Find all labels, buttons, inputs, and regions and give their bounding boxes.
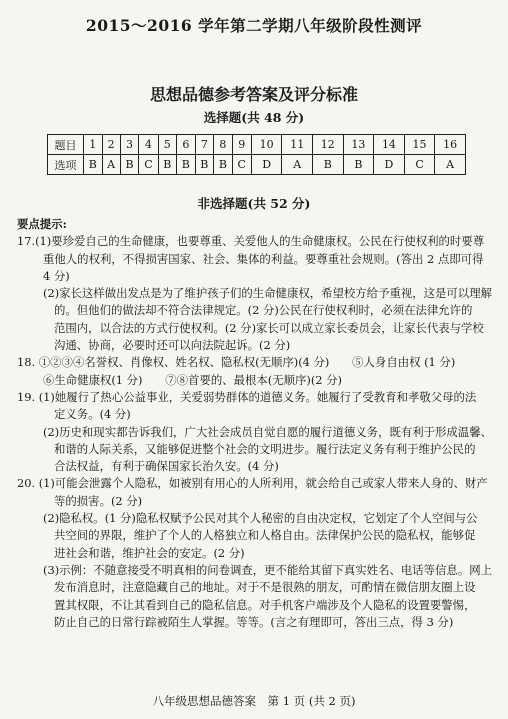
- question-number-row: [48, 135, 466, 155]
- page-footer: 八年级思想品德答案 第 1 页 (共 2 页): [152, 694, 356, 708]
- answer-option-row: [48, 155, 466, 175]
- answer-cell: B: [214, 155, 233, 175]
- q17-part2-line3: 范围内，以合法的方式行使权利。(2 分)家长可以成立家长委员会，让家长代表与学校: [54, 320, 484, 335]
- page-title: 2015～2016 学年第二学期八年级阶段性测评: [85, 16, 423, 35]
- answer-key-table: [47, 134, 466, 175]
- question-number-cell: 4: [139, 135, 158, 155]
- answer-body: [17, 216, 495, 631]
- answer-cell: B: [343, 155, 374, 175]
- q17-part1-line2: 重他人的权利，不得损害国家、社会、集体的利益。要尊重社会规则。(答出 2 点即可得: [43, 251, 484, 266]
- answer-cell: D: [251, 155, 282, 175]
- q17-part1-line1: 17.(1)要珍爱自己的生命健康，也要尊重、关爱他人的生命健康权。公民在行使权利的时要尊: [17, 234, 485, 249]
- q20-part2-line3: 进社会和谐，维护社会的安定。(2 分): [54, 545, 245, 560]
- q17-part1-line3: 4 分): [43, 268, 70, 283]
- answer-cell: B: [120, 155, 139, 175]
- row-label-option: 选项: [48, 155, 84, 175]
- answer-cell: C: [404, 155, 435, 175]
- points-heading: 要点提示:: [17, 217, 67, 231]
- answer-cell: B: [313, 155, 344, 175]
- q20-part3-line2: 发布消息时，注意隐藏自己的地址。对于不是很熟的朋友，可酌情在微信朋友圈上设: [54, 580, 476, 595]
- question-number-cell: 9: [232, 135, 251, 155]
- answer-cell: C: [232, 155, 251, 175]
- answer-cell: C: [139, 155, 158, 175]
- answer-cell: D: [374, 155, 405, 175]
- question-number-cell: 16: [435, 135, 466, 155]
- question-number-cell: 6: [177, 135, 196, 155]
- q20-part2-line2: 共空间的界限，维护了个人的人格独立和人格自由。法律保护公民的隐私权，能够促: [54, 528, 476, 543]
- question-number-cell: 15: [404, 135, 435, 155]
- q20-part1-line1: 20. (1)可能会泄露个人隐私，如被别有用心的人所利用，就会给自己或家人带来人身的、财产: [17, 476, 488, 491]
- q19-part2-line1: (2)历史和现实都告诉我们，广大社会成员自觉自愿的履行道德义务，既有利于形成温馨、: [43, 424, 492, 439]
- q20-part1-line2: 等的损害。(2 分): [54, 493, 143, 508]
- question-number-cell: 13: [343, 135, 374, 155]
- q19-part1-line1: 19. (1)她履行了热心公益事业，关爱弱势群体的道德义务。她履行了受教育和孝敬父母的法: [17, 389, 477, 404]
- answer-cell: A: [282, 155, 313, 175]
- q19-part1-line2: 定义务。(4 分): [54, 407, 131, 422]
- q17-part2-line1: (2)家长这样做出发点是为了维护孩子们的生命健康权，希望校方给予重视，这是可以理解: [43, 286, 492, 301]
- row-label-question: 题目: [48, 135, 84, 155]
- question-number-cell: 11: [282, 135, 313, 155]
- q19-part2-line3: 合法权益，有利于确保国家长治久安。(4 分): [54, 459, 279, 474]
- answer-cell: B: [158, 155, 177, 175]
- q20-part3-line3: 置其权限，不让其看到自己的隐私信息。对手机客户端涉及个人隐私的设置要警惕，: [54, 597, 476, 612]
- choice-section-heading: 选择题(共 48 分): [203, 110, 305, 125]
- q20-part2-line1: (2)隐私权。(1 分)隐私权赋予公民对其个人秘密的自由决定权，它划定了个人空间与公: [43, 511, 478, 526]
- question-number-cell: 10: [251, 135, 282, 155]
- answer-cell: B: [195, 155, 214, 175]
- q18-line2: ⑥生命健康权(1 分) ⑦⑧首要的、最根本(无顺序)(2 分): [43, 372, 342, 387]
- question-number-cell: 14: [374, 135, 405, 155]
- q20-part3-line4: 防止自己的日常行踪被陌生人掌握。等等。(言之有理即可，答出三点，得 3 分): [54, 614, 454, 629]
- question-number-cell: 2: [102, 135, 120, 155]
- question-number-cell: 1: [84, 135, 103, 155]
- question-number-cell: 3: [120, 135, 139, 155]
- page-subtitle: 思想品德参考答案及评分标准: [149, 85, 358, 104]
- q19-part2-line2: 和谐的人际关系，又能够促进整个社会的文明进步。履行法定义务有利于维护公民的: [54, 441, 476, 456]
- answer-cell: A: [435, 155, 466, 175]
- q20-part3-line1: (3)示例：不随意接受不明真相的问卷调查，更不能给其留下真实姓名、电话等信息。网上: [43, 562, 492, 577]
- answer-cell: B: [177, 155, 196, 175]
- question-number-cell: 7: [195, 135, 214, 155]
- q17-part2-line4: 沟通、协商，必要时还可以向法院起诉。(2 分): [54, 338, 291, 353]
- q18-line1: 18. ①②③④名誉权、肖像权、姓名权、隐私权(无顺序)(4 分) ⑤人身自由权 (1 分): [17, 355, 456, 370]
- q17-part2-line2: 的。但他们的做法却不符合法律规定。(2 分)公民在行使权利时，必须在法律允许的: [54, 303, 473, 318]
- question-number-cell: 12: [313, 135, 344, 155]
- question-number-cell: 5: [158, 135, 177, 155]
- answer-cell: A: [102, 155, 120, 175]
- question-number-cell: 8: [214, 135, 233, 155]
- answer-cell: B: [84, 155, 103, 175]
- nonchoice-section-heading: 非选择题(共 52 分): [197, 196, 311, 211]
